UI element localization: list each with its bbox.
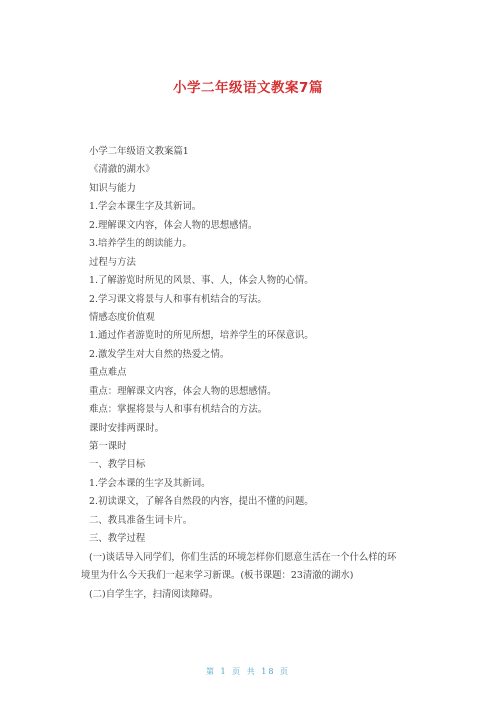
text-line: 2.学习课文将景与人和事有机结合的写法。	[89, 293, 267, 305]
text-line: 2.理解课文内容，体会人物的思想感情。	[89, 219, 258, 231]
text-line: 1.学会本课生字及其新词。	[89, 201, 202, 213]
section-heading: 小学二年级语文教案篇1	[89, 146, 189, 157]
subheading-process: 过程与方法	[89, 256, 136, 268]
lesson-title: 《清澈的湖水》	[89, 164, 155, 176]
subheading-key-points: 重点难点	[89, 367, 127, 379]
text-line: 1.通过作者游览时的所见所想，培养学生的环保意识。	[89, 330, 314, 342]
page-number-footer: 第 1 页 共 18 页	[206, 667, 290, 676]
text-line: 1.了解游览时所见的风景、事、人，体会人物的心情。	[89, 275, 314, 287]
text-line: 2.初读课文，了解各自然段的内容，提出不懂的问题。	[89, 496, 314, 508]
paragraph-line: (一)谈话导入同学们，你们生活的环境怎样你们愿意生活在一个什么样的环	[89, 551, 397, 563]
text-line: 1.学会本课的生字及其新词。	[89, 477, 211, 489]
text-line: 难点：掌握将景与人和事有机结合的方法。	[89, 404, 268, 416]
subheading-knowledge: 知识与能力	[89, 182, 136, 194]
text-line: 3.培养学生的朗读能力。	[89, 238, 192, 250]
text-line: 三、教学过程	[89, 533, 146, 545]
text-line: 课时安排两课时。	[89, 422, 165, 434]
document-title: 小学二年级语文教案7篇	[173, 80, 323, 96]
paragraph-continuation: 境里为什么今天我们一起来学习新课。(板书课题：23清澈的湖水)	[81, 570, 354, 582]
text-line: (二)自学生字，扫清阅读障碍。	[89, 588, 219, 600]
subheading-attitude: 情感态度价值观	[89, 311, 155, 323]
text-line: 2.激发学生对大自然的热爱之情。	[89, 348, 230, 360]
text-line: 重点：理解课文内容，体会人物的思想感情。	[89, 385, 277, 397]
text-line: 二、教具准备生词卡片。	[89, 514, 193, 526]
document-body	[81, 143, 419, 604]
subheading-first-lesson: 第一课时	[89, 441, 127, 452]
text-line: 一、教学目标	[89, 459, 146, 471]
